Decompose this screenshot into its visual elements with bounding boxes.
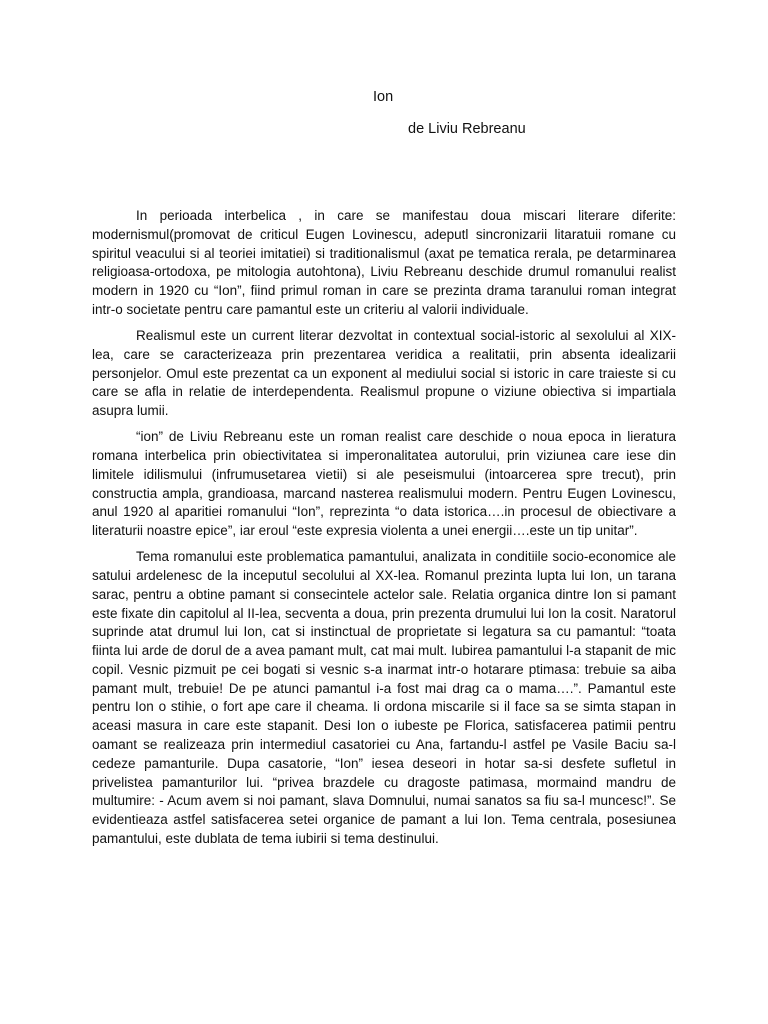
paragraph-2: Realismul este un current literar dezvoltat in contextual social-istoric al sexolului al XIX-lea, care se caracterizeaza prin prezentarea veridica a realitatii, prin absenta idealizarii personjelor. Omul este prezentat ca un exponent al mediului social si istoric in care traieste si cu care se afla in relatie de interdependenta. Realismul propune o viziune obiectiva si impartiala asupra lumii. — [92, 327, 676, 419]
document-body — [92, 207, 676, 856]
author-line: de Liviu Rebreanu — [408, 121, 526, 137]
paragraph-4: Tema romanului este problematica pamantului, analizata in conditiile socio-economice ale satului ardelenesc de la inceputul secolului al XX-lea. Romanul prezinta lupta lui Ion, un tarana sarac, pentru a obtine pamant si consecintele actelor sale. Relatia organica dintre Ion si pamant este fixate din capitolul al II-lea, secventa a doua, prin prezenta drumului lui Ion la cosit. Naratorul suprinde atat drumul lui Ion, cat si instinctual de proprietate si legatura sa cu pamantul: “toata fiinta lui arde de dorul de a avea pamant mult, cat mai mult. Iubirea pamantului l-a stapanit de mic copil. Vesnic pizmuit pe cei bogati si vesnic s-a inarmat intr-o hotarare ptimasa: trebuie sa aiba pamant mult, trebuie! De pe atunci pamantul i-a fost mai drag ca o mama….”. Pamantul este pentru Ion o stihie, o fort ape care il cheama. Ii ordona miscarile si il face sa se simta stapan in aceasi masura in care este stapanit. Desi Ion o iubeste pe Florica, satisfacerea patimii pentru oamant se realizeaza prin intermediul casatoriei cu Ana, fartandu-l astfel pe Vasile Baciu sa-l cedeze pamanturile. Dupa casatorie, “Ion” iesea deseori in hotar sa-si desfete sufletul in privelistea pamanturilor lui. “privea brazdele cu dragoste patimasa, mormaind mandru de multumire: - Acum avem si noi pamant, slava Domnului, numai sanatos sa fiu sa-l muncesc!”. Se evidentieaza astfel satisfacerea setei organice de pamant a lui Ion. Tema centrala, posesiunea pamantului, este dublata de tema iubirii si tema destinului. — [92, 549, 676, 847]
document-title: Ion — [373, 89, 394, 105]
paragraph-3: “ion” de Liviu Rebreanu este un roman realist care deschide o noua epoca in lieratura romana interbelica prin obiectivitatea si imperonalitatea autorului, prin viziunea care iese din limitele idilismului (infrumusetarea vietii) si ale peseismului (intoarcerea spre trecut), prin constructia ampla, grandioasa, marcand nasterea realismului modern. Pentru Eugen Lovinescu, anul 1920 al aparitiei romanului “Ion”, reprezinta “o data istorica….in procesul de obiectivare a literaturii noastre epice”, iar eroul “este expresia violenta a unei energii….este un tip unitar”. — [92, 429, 676, 539]
paragraph-1: In perioada interbelica , in care se manifestau doua miscari literare diferite: modernismul(promovat de criticul Eugen Lovinescu, adeputl sincronizarii litaratuii romane cu spiritul veacului si al teoriei imitatiei) si traditionalismul (axat pe tematica rerala, pe detarminarea religioasa-ortodoxa, pe mitologia autohtona), Liviu Rebreanu deschide drumul romanului realist modern in 1920 cu “Ion”, fiind primul roman in care se prezinta drama taranului roman integrat intr-o societate pentru care pamantul este un criteriu al valorii individuale. — [92, 208, 676, 317]
